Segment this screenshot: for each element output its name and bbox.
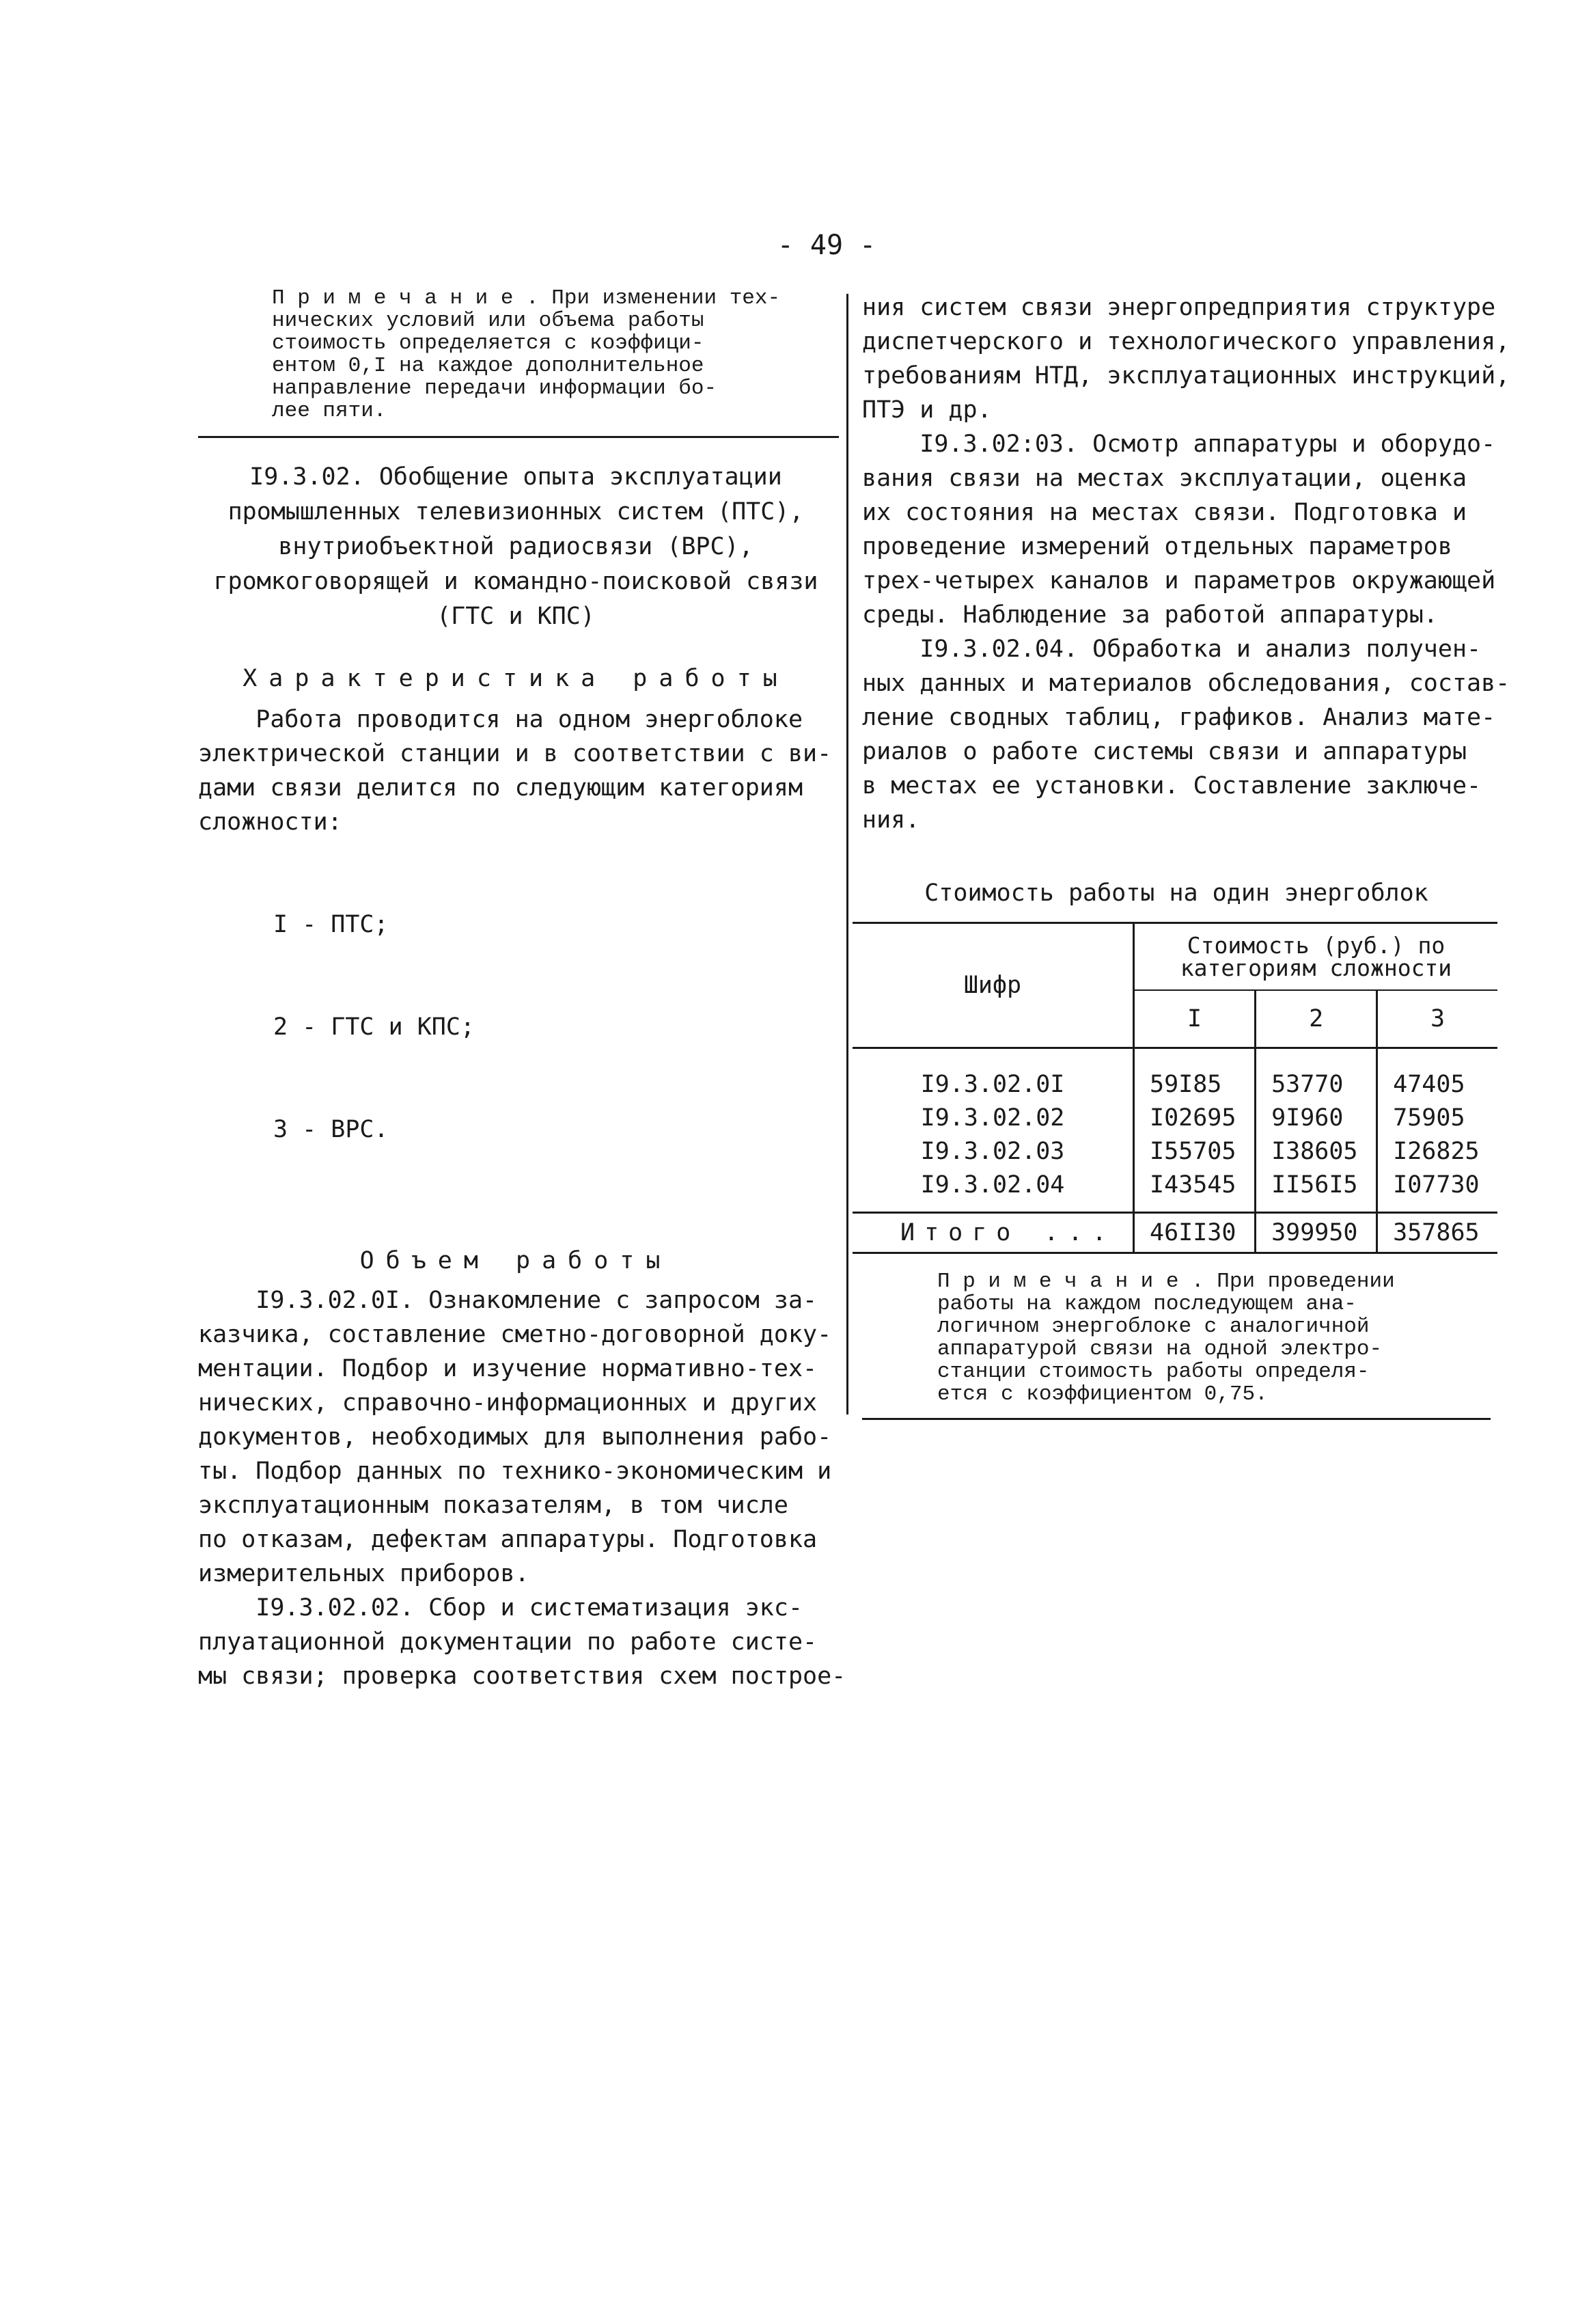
table-header-cost: Стоимость (руб.) по категориям сложности [1134,923,1498,991]
column-divider [846,294,848,1414]
volume-heading: Объем работы [359,1247,672,1274]
note-cost-change: П р и м е ч а н и е . При изменении тех- нических условий или объема работы стоимость определяется с коэффици- ентом 0,I на каждое дополнительное направление передачи информации бо- лее пяти. [272,286,781,423]
table-header-category-1: I [1134,990,1256,1048]
table-cell-category-3: 47405 75905 I26825 I07730 [1377,1048,1497,1213]
table-total-category-3: 357865 [1377,1213,1497,1253]
note-bottom-line [862,1418,1491,1420]
table-codes: I9.3.02.0I I9.3.02.02 I9.3.02.03 I9.3.02.04 [920,1071,1065,1199]
table-cell-category-2: 53770 9I960 I38605 II56I5 [1256,1048,1377,1213]
left-column [198,286,846,1693]
table-total-category-1: 46II30 [1134,1213,1256,1253]
category-item: I - ПТС; [273,911,389,938]
characteristic-heading: Характеристика работы [243,665,789,692]
page-number: - 49 - [777,230,876,261]
table-total-category-2: 399950 [1256,1213,1377,1253]
table-total-label: Итого ... [853,1213,1134,1253]
cost-table [853,922,1497,1254]
right-column-text: ния систем связи энергопредприятия структуре диспетчерского и технологического управления, требованиям НТД, эксплуатационных инструкций, ПТЭ и др. I9.3.02:03. Осмотр аппаратуры и оборудо- вания связи на местах эксплуатации, оценка их состояния на местах связи. Подготовка и проведение измерений отдельных параметров трех-четырех каналов и параметров окружающей среды. Наблюдение за работой аппаратуры. I9.3.02.04. Обработка и анализ получен- ных данных и материалов обследования, состав- ление сводных таблиц, графиков. Анализ мате- риалов о работе системы связи и аппаратуры в местах ее установки. Составление заключе- ния. [862,294,1510,834]
table-header-category-3: 3 [1377,990,1497,1048]
table-header-code: Шифр [853,923,1134,1048]
table-caption: Стоимость работы на один энергоблок [924,879,1428,907]
section-title: I9.3.02. Обобщение опыта эксплуатации промышленных телевизионных систем (ПТС), внутриобъектной радиосвязи (ВРС), громкоговорящей и командно-поисковой связи (ГТС и КПС) [213,463,818,630]
note-divider-line [198,436,839,438]
characteristic-text: Работа проводится на одном энергоблоке электрической станции и в соответствии с ви- дами связи делится по следующим категориям сложности: [198,706,832,836]
right-column [862,290,1510,1420]
note-subsequent-unit: П р и м е ч а н и е . При проведении работы на каждом последующем ана- логичном энергоблоке с аналогичной аппаратурой связи на одной электро- станции стоимость работы определя- ется с коэффициентом 0,75. [937,1270,1395,1406]
category-item: 3 - ВРС. [273,1116,389,1143]
category-list [273,839,833,1215]
volume-text: I9.3.02.0I. Ознакомление с запросом за- казчика, составление сметно-договорной доку- ментации. Подбор и изучение нормативно-тех- нических, справочно-информационных и других документов, необходимых для выполнения рабо- ты. Подбор данных по технико-экономическим и эксплуатационным показателям, в том числе по отказам, дефектам аппаратуры. Подготовка измерительных приборов. I9.3.02.02. Сбор и систематизация экс- плуатационной документации по работе систе- мы связи; проверка соответствия схем построе- [198,1287,846,1690]
table-header-category-2: 2 [1256,990,1377,1048]
table-cell-category-1: 59I85 I02695 I55705 I43545 [1134,1048,1256,1213]
category-item: 2 - ГТС и КПС; [273,1013,475,1041]
